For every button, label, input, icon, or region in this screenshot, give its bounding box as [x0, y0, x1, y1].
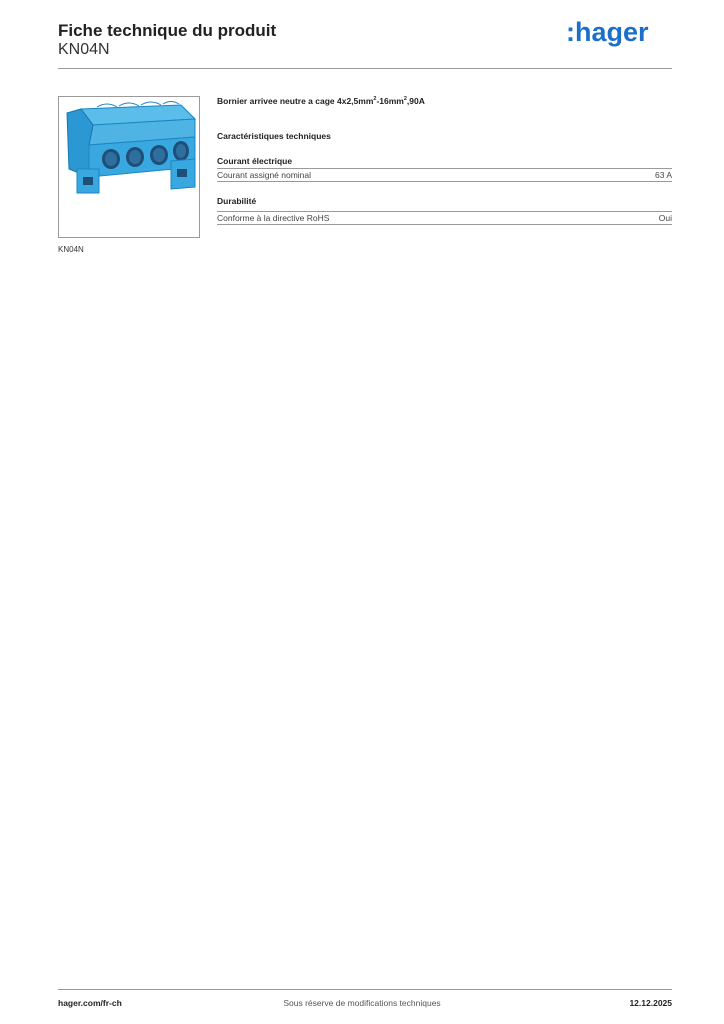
- terminal-block-image: [59, 97, 201, 239]
- hager-logo: [566, 16, 658, 48]
- spec-value: 63 A: [654, 170, 672, 180]
- spec-row: [217, 168, 672, 182]
- footer-disclaimer: Sous réserve de modifications techniques: [283, 998, 441, 1008]
- spec-label: Conforme à la directive RoHS: [217, 213, 330, 223]
- group-title-current: Courant électrique: [217, 156, 293, 166]
- page-title: Fiche technique du produit: [58, 21, 277, 40]
- specs-heading: Caractéristiques techniques: [217, 131, 331, 141]
- spec-row: [217, 211, 672, 225]
- product-description: Bornier arrivee neutre a cage $4x2,5mm^2-16mm^2,90A$: [217, 96, 425, 106]
- footer-date: 12.12.2025: [629, 998, 672, 1008]
- group-title-durability: Durabilité: [217, 196, 257, 206]
- spec-label: Courant assigné nominal: [217, 170, 312, 180]
- image-caption: KN04N: [58, 245, 84, 254]
- logo-text: :hager: [566, 17, 649, 47]
- product-reference: KN04N: [58, 41, 110, 58]
- spec-value: Oui: [658, 213, 672, 223]
- header-divider: [58, 68, 672, 69]
- footer-divider: [58, 989, 672, 990]
- product-image-frame: [58, 96, 200, 238]
- footer-website-link[interactable]: hager.com/fr-ch: [58, 998, 122, 1008]
